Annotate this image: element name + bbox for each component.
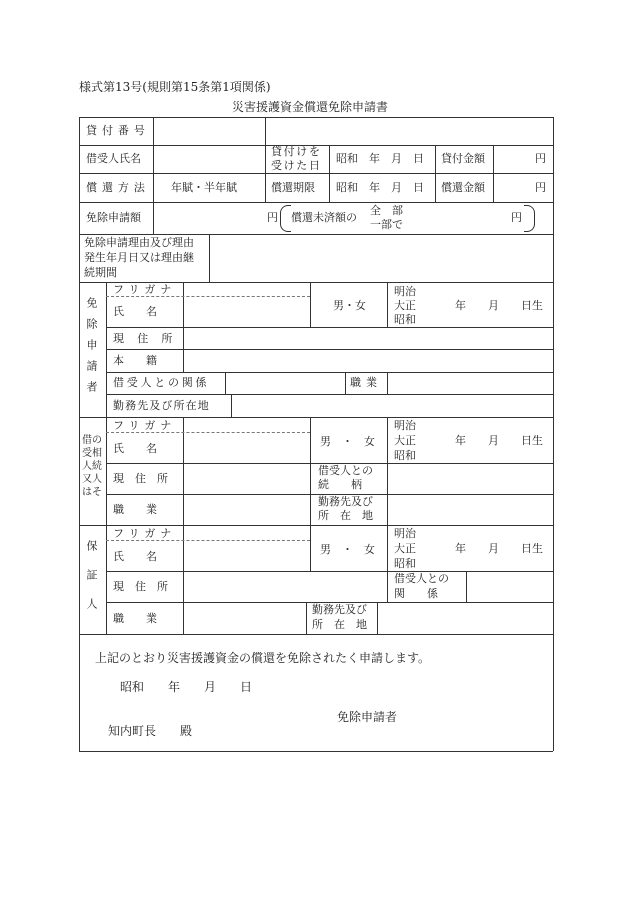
- repay-amount-label: 償還金額: [441, 181, 485, 194]
- heir-occupation-label: 職 業: [113, 503, 157, 516]
- heir-side-col-5: はそ: [82, 487, 102, 498]
- exempt-amount-label: 免除申請額: [86, 211, 141, 224]
- applicant-address-label: 現住所: [113, 332, 186, 345]
- heir-furigana-label: フリガナ: [113, 419, 177, 432]
- applicant-side-label: 免除申請者: [85, 297, 98, 402]
- repay-deadline-value[interactable]: 昭和 年 月 日: [336, 181, 424, 194]
- statement-text: 上記のとおり災害援護資金の償還を免除されたく申請します。: [95, 651, 431, 665]
- applicant-era-3: 昭和: [394, 313, 416, 326]
- guarantor-birth[interactable]: 年 月 日生: [455, 542, 543, 555]
- bracket-left: [280, 205, 291, 232]
- application-date[interactable]: 昭和 年 月 日: [120, 680, 253, 694]
- guarantor-era-2: 大正: [394, 542, 416, 555]
- guarantor-relation-label-2: 関 係: [394, 587, 438, 600]
- heir-era-1: 明治: [394, 419, 416, 432]
- borrower-name-label: 借受人氏名: [86, 152, 141, 165]
- reason-label-1: 免除申請理由及び理由: [84, 236, 194, 249]
- heir-relation-label-1: 借受人との: [318, 464, 373, 477]
- form-number: 様式第13号(規則第15条第1項関係): [79, 80, 271, 94]
- heir-side-col-2: 受相: [82, 448, 102, 459]
- reason-field[interactable]: [211, 236, 551, 280]
- applicant-domicile-label: 本 籍: [113, 354, 157, 367]
- loan-number-field[interactable]: [155, 119, 263, 143]
- addressee: 知内町長 殿: [108, 724, 193, 738]
- heir-relation-label-2: 続 柄: [318, 478, 362, 491]
- unpaid-label: 償還未済額の: [291, 211, 357, 224]
- heir-name-label: 氏 名: [113, 442, 157, 455]
- frame-left: [79, 117, 80, 751]
- heir-sex[interactable]: 男 ・ 女: [320, 435, 375, 448]
- loan-amount-yen: 円: [535, 152, 546, 165]
- heir-era-3: 昭和: [394, 449, 416, 462]
- unpaid-all[interactable]: 全 部: [370, 204, 403, 217]
- frame-bottom: [79, 751, 553, 752]
- repay-deadline-label: 償還期限: [271, 181, 315, 194]
- guarantor-relation-label-1: 借受人との: [394, 572, 449, 585]
- applicant-era-1: 明治: [394, 285, 416, 298]
- heir-era-2: 大正: [394, 434, 416, 447]
- form-title: 災害援護資金償還免除申請書: [232, 100, 389, 114]
- reason-label-3: 続期間: [84, 266, 117, 279]
- guarantor-side-label: 保証人: [85, 540, 98, 627]
- bracket-right: [524, 205, 535, 232]
- guarantor-workplace-label-1: 勤務先及び: [312, 603, 367, 616]
- repay-method-label: 償還方法: [86, 181, 150, 194]
- applicant-workplace-label: 勤務先及び所在地: [113, 399, 210, 412]
- reason-label-2: 発生年月日又は理由継: [84, 251, 194, 264]
- applicant-name-field[interactable]: [185, 284, 308, 325]
- repay-method-value[interactable]: 年賦・半年賦: [171, 181, 237, 194]
- guarantor-sex[interactable]: 男 ・ 女: [320, 543, 375, 556]
- heir-birth[interactable]: 年 月 日生: [455, 434, 543, 447]
- applicant-era-2: 大正: [394, 299, 416, 312]
- applicant-signature-label: 免除申請者: [337, 710, 398, 724]
- applicant-occupation-label: 職業: [350, 376, 382, 389]
- applicant-name-label: 氏 名: [113, 305, 157, 318]
- unpaid-part[interactable]: 一部で: [370, 218, 403, 231]
- heir-name-field[interactable]: [185, 419, 308, 461]
- applicant-relation-label: 借受人との関係: [113, 376, 210, 389]
- applicant-furigana-label: フリガナ: [113, 283, 177, 296]
- heir-workplace-label-2: 所 在 地: [318, 509, 373, 522]
- heir-workplace-label-1: 勤務先及び: [318, 495, 373, 508]
- applicant-sex[interactable]: 男・女: [333, 299, 366, 312]
- loan-number-label: 貸付番号: [86, 124, 150, 137]
- guarantor-workplace-label-2: 所 在 地: [312, 618, 367, 631]
- heir-address-label: 現 住 所: [113, 472, 168, 485]
- guarantor-furigana-label: フリガナ: [113, 527, 177, 540]
- borrower-name-field[interactable]: [155, 147, 263, 171]
- loan-date-label-2: 受けた日: [271, 159, 322, 172]
- loan-amount-label: 貸付金額: [441, 152, 485, 165]
- guarantor-name-field[interactable]: [185, 527, 308, 569]
- frame-top: [79, 117, 553, 118]
- heir-side-col-1: 借の: [82, 435, 102, 446]
- unpaid-yen: 円: [511, 211, 522, 224]
- guarantor-address-label: 現 住 所: [113, 580, 168, 593]
- heir-side-col-3: 人続: [82, 461, 102, 472]
- guarantor-era-1: 明治: [394, 527, 416, 540]
- guarantor-name-label: 氏 名: [113, 550, 157, 563]
- applicant-birth[interactable]: 年 月 日生: [455, 299, 543, 312]
- guarantor-occupation-label: 職 業: [113, 612, 157, 625]
- heir-side-col-4: 又人: [82, 474, 102, 485]
- exempt-amount-yen: 円: [267, 211, 278, 224]
- loan-date-label-1: 貸付けを: [271, 145, 322, 158]
- guarantor-era-3: 昭和: [394, 557, 416, 570]
- loan-date-value[interactable]: 昭和 年 月 日: [336, 152, 424, 165]
- frame-right: [553, 117, 554, 751]
- repay-amount-yen: 円: [535, 181, 546, 194]
